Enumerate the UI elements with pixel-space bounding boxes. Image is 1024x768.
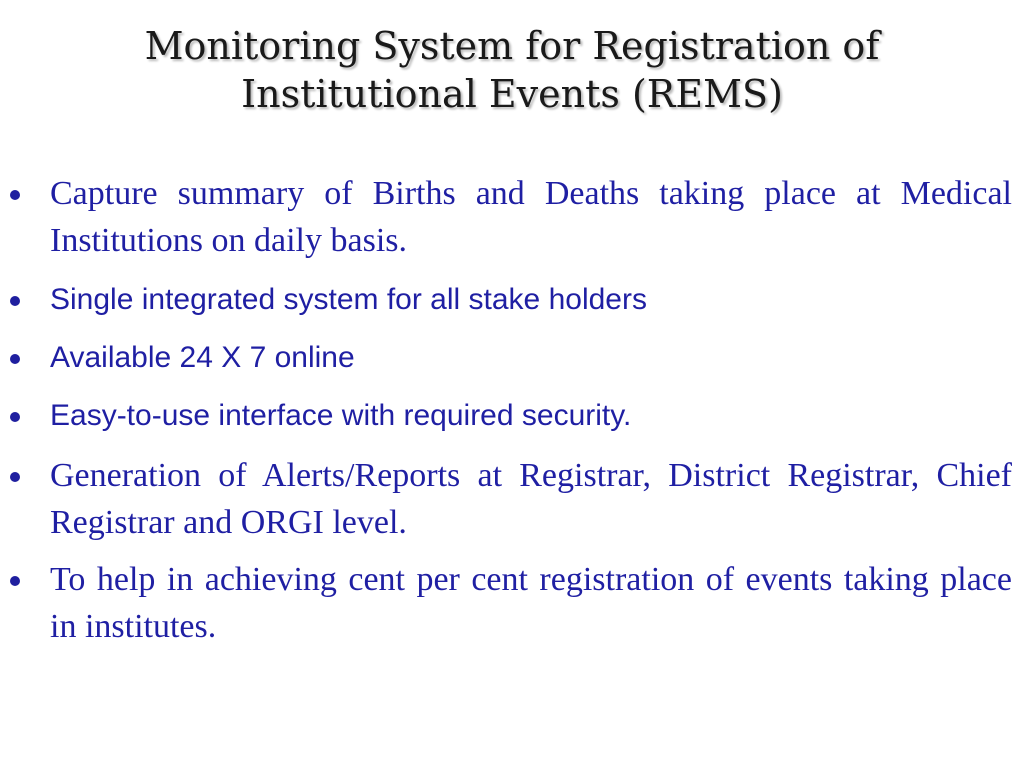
bullet-dot-icon	[10, 412, 20, 422]
bullet-dot-icon	[10, 190, 20, 200]
bullet-text-capture: Capture summary of Births and Deaths taking place at Medical Institutions on daily basis.	[50, 175, 1012, 259]
bullet-text-cent-per-cent: To help in achieving cent per cent registration of events taking place in institutes.	[50, 561, 1012, 645]
bullet-text-available: Available 24 X 7 online	[50, 341, 355, 374]
bullet-text-integrated: Single integrated system for all stake holders	[50, 283, 647, 316]
bullet-dot-icon	[10, 472, 20, 482]
title-line-2: Institutional Events (REMS)	[241, 72, 783, 116]
bullet-dot-icon	[10, 576, 20, 586]
bullet-dot-icon	[10, 354, 20, 364]
title-line-1: Monitoring System for Registration of	[144, 24, 880, 68]
slide-title	[60, 22, 964, 118]
bullet-text-alerts: Generation of Alerts/Reports at Registrar, District Registrar, Chief Registrar and ORGI level.	[50, 457, 1012, 541]
bullet-text-interface: Easy-to-use interface with required security.	[50, 399, 632, 432]
bullet-dot-icon	[10, 296, 20, 306]
